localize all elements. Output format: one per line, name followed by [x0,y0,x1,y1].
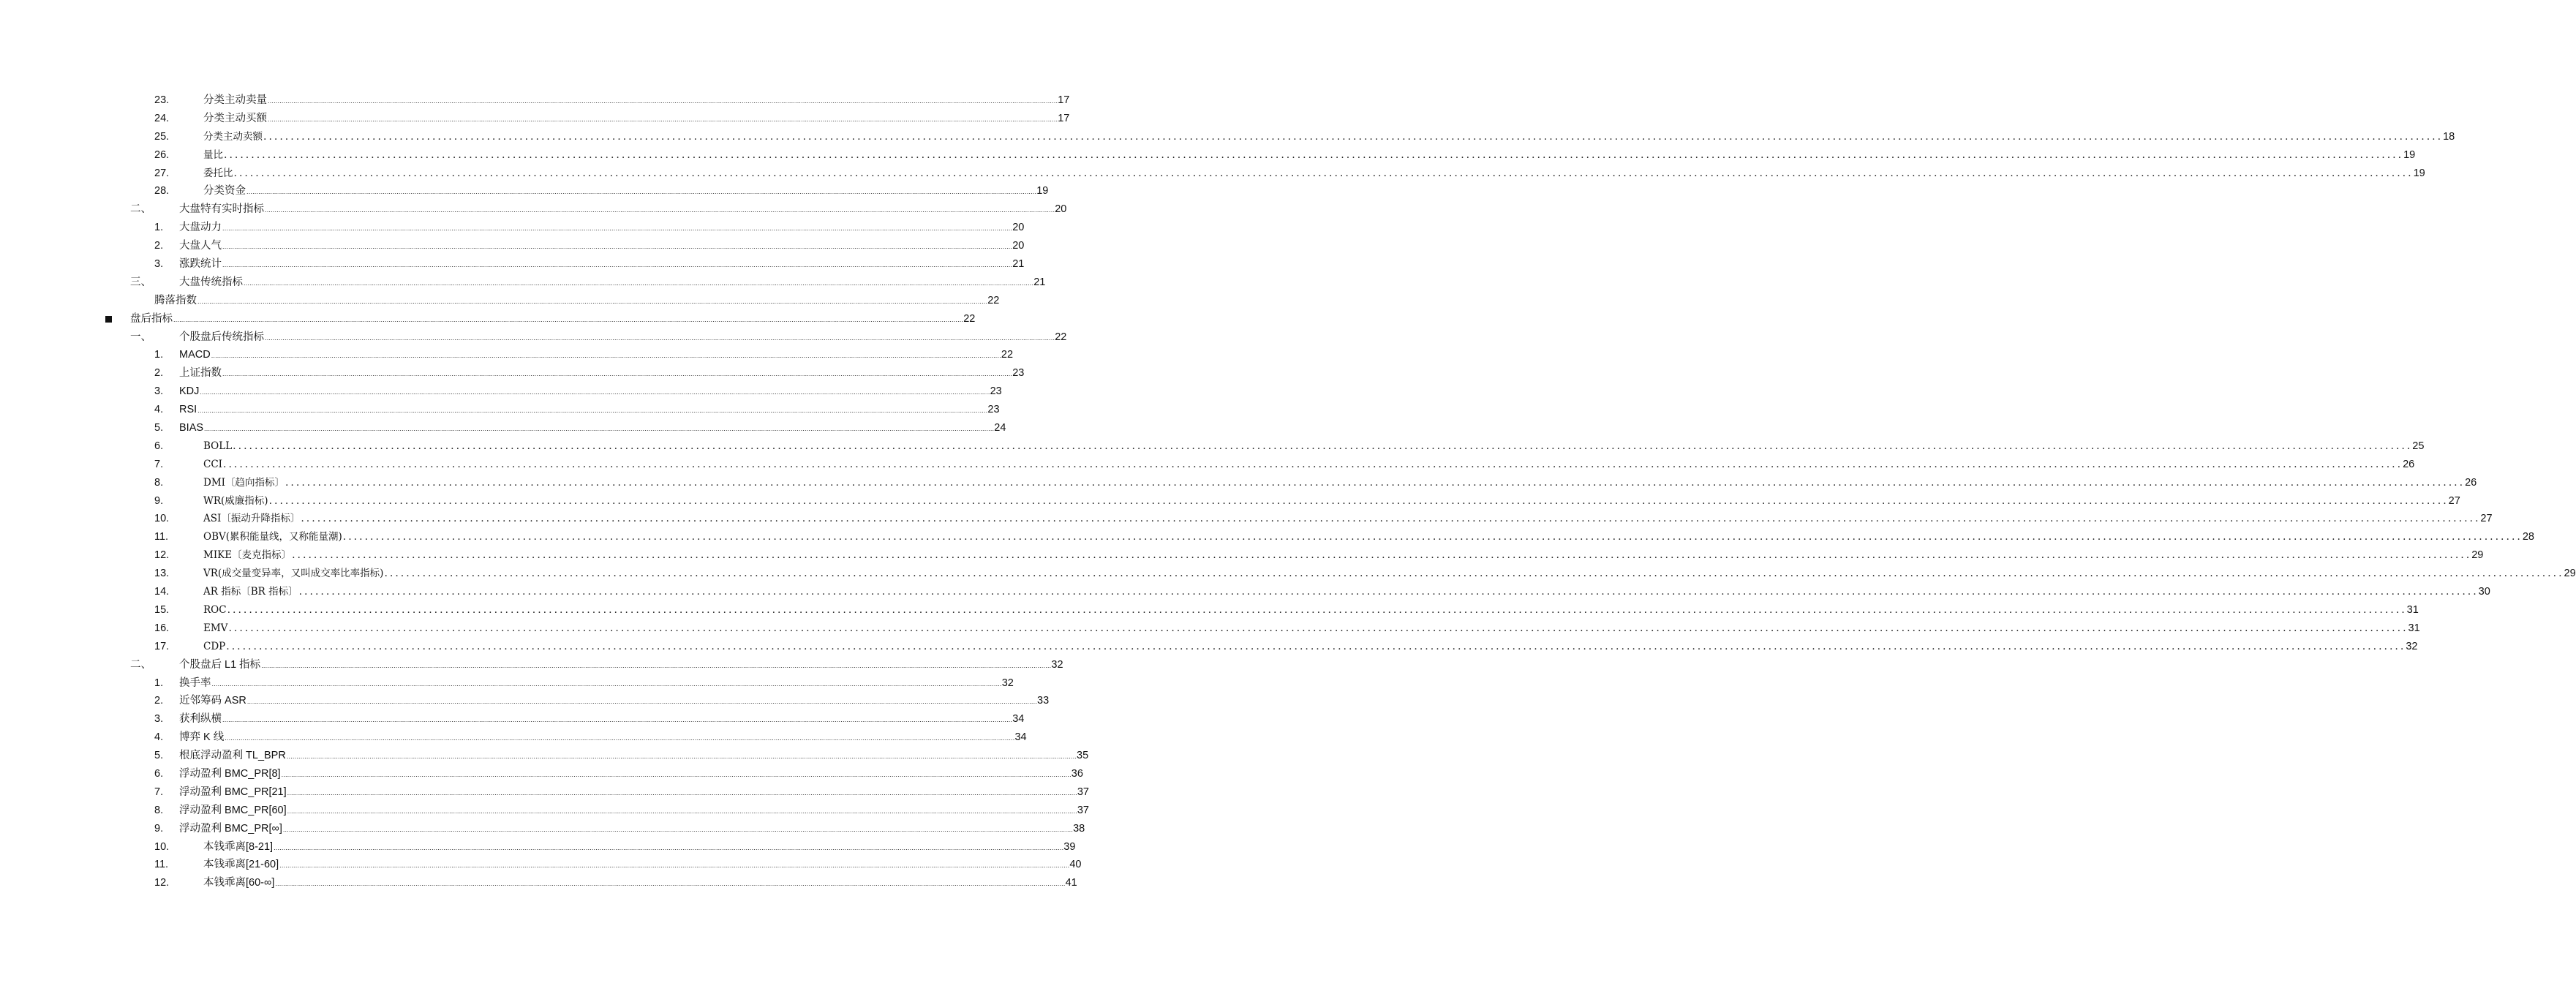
dot-leader: ................................................................................................................................................................................................................................................................................................................................................................................................................ [261,661,1052,669]
toc-entry-number: 二、 [130,658,151,671]
toc-entry-title: 委托比 [203,167,233,179]
toc-entry-title: MIKE〔麦克指标〕 [203,549,292,562]
toc-entry-number: 2. [154,695,164,707]
toc-entry-page-number: 30 [2478,586,2490,598]
toc-entry[interactable] [0,583,2490,601]
dot-leader: ................................................................................................................................................................................................................................................................................................................................................................................................................ [222,716,1013,724]
toc-entry[interactable] [0,619,2420,638]
toc-entry-page-number: 17 [1058,112,1070,124]
toc-entry-page-number: 22 [1055,331,1067,343]
toc-entry[interactable] [0,802,1089,820]
toc-entry-number: 三、 [130,276,151,288]
toc-entry-number: 8. [154,804,164,816]
dot-leader: ................................................................................................................................................................................................................................................................................................................................................................................................................ [287,807,1077,815]
toc-entry[interactable] [0,492,2460,511]
dot-leader: ................................................................................................................................................................................................................................................................................................................................................................................................................ [342,531,2523,543]
toc-entry-page-number: 19 [2403,148,2416,161]
toc-entry-number: 13. [154,568,170,580]
dot-leader: ................................................................................................................................................................................................................................................................................................................................................................................................................ [275,880,1066,888]
dot-leader: ................................................................................................................................................................................................................................................................................................................................................................................................................ [281,770,1072,778]
toc-entry-number: 25. [154,130,170,143]
toc-entry-title: 分类资金 [203,185,246,197]
toc-entry-page-number: 20 [1055,203,1067,216]
dot-leader: ................................................................................................................................................................................................................................................................................................................................................................................................................ [246,188,1037,196]
toc-entry-page-number: 23 [1012,367,1025,380]
toc-entry-title: 大盘人气 [179,240,222,252]
toc-entry-title: 根底浮动盈利 TL_BPR [179,750,286,762]
toc-entry[interactable] [0,91,1070,110]
toc-entry-page-number: 19 [1036,185,1049,197]
toc-entry[interactable] [0,364,1025,383]
toc-entry[interactable] [0,474,2477,492]
toc-entry[interactable] [0,510,2493,528]
toc-entry[interactable] [0,674,1014,693]
dot-leader: ................................................................................................................................................................................................................................................................................................................................................................................................................ [222,370,1013,378]
toc-entry-title: 浮动盈利 BMC_PR[∞] [179,822,282,835]
toc-entry-title: CDP [203,640,226,652]
toc-entry-title: 个股盘后 L1 指标 [179,658,261,671]
toc-entry-page-number: 17 [1058,94,1070,106]
toc-entry-title: 上证指数 [179,367,222,380]
toc-entry-title: 浮动盈利 BMC_PR[60] [179,804,287,816]
toc-entry-number: 10. [154,840,170,853]
dot-leader: ................................................................................................................................................................................................................................................................................................................................................................................................................ [263,130,2444,143]
toc-entry-title: ASI〔振动升降指标〕 [203,513,301,525]
toc-entry-number: 28. [154,185,170,197]
toc-entry[interactable] [0,820,1085,838]
toc-entry[interactable] [0,856,1082,874]
toc-entry-number: 6. [154,440,164,452]
dot-leader: ................................................................................................................................................................................................................................................................................................................................................................................................................ [244,279,1034,287]
toc-entry-number: 1. [154,677,164,689]
toc-entry-page-number: 32 [2406,640,2418,652]
toc-entry-number: 1. [154,349,164,361]
toc-entry[interactable] [0,838,1076,856]
toc-entry-page-number: 34 [1012,713,1025,726]
dot-leader: ................................................................................................................................................................................................................................................................................................................................................................................................................ [228,622,2409,634]
toc-entry-title: 近邻筹码 ASR [179,695,246,707]
toc-entry-page-number: 20 [1012,222,1025,234]
dot-leader: ................................................................................................................................................................................................................................................................................................................................................................................................................ [292,549,2472,562]
toc-entry-page-number: 36 [1071,767,1083,780]
dot-leader: ................................................................................................................................................................................................................................................................................................................................................................................................................ [265,334,1055,342]
toc-entry-page-number: 31 [2406,603,2419,616]
toc-entry[interactable] [0,710,1025,728]
dot-leader: ................................................................................................................................................................................................................................................................................................................................................................................................................ [227,603,2407,616]
dot-leader: ................................................................................................................................................................................................................................................................................................................................................................................................................ [197,297,988,305]
toc-entry-number: 15. [154,603,170,616]
toc-entry-number: 16. [154,622,170,634]
toc-entry-title: RSI [179,404,197,416]
toc-entry[interactable] [0,110,1070,128]
dot-leader: ................................................................................................................................................................................................................................................................................................................................................................................................................ [222,225,1013,233]
toc-entry-page-number: 29 [2564,568,2576,580]
toc-entry[interactable] [0,328,1067,347]
dot-leader: ................................................................................................................................................................................................................................................................................................................................................................................................................ [274,843,1064,851]
toc-entry-number: 26. [154,148,170,161]
toc-entry-number: 8. [154,476,164,489]
toc-entry[interactable] [0,128,2455,146]
toc-entry-number: 24. [154,112,170,124]
toc-entry-page-number: 32 [1001,677,1014,689]
dot-leader: ................................................................................................................................................................................................................................................................................................................................................................................................................ [286,753,1077,761]
toc-entry[interactable] [0,765,1083,783]
toc-entry-title: 腾落指数 [154,294,197,306]
dot-leader: ................................................................................................................................................................................................................................................................................................................................................................................................................ [285,476,2466,489]
dot-leader: ................................................................................................................................................................................................................................................................................................................................................................................................................ [246,698,1038,706]
toc-entry[interactable] [0,565,2576,583]
toc-entry-title: 本钱乖离[21-60] [203,859,279,871]
toc-entry-page-number: 31 [2408,622,2420,634]
toc-entry-title: AR 指标〔BR 指标〕 [203,586,298,598]
toc-entry-title: VR(成交量变异率，又叫成交率比率指标) [203,568,384,580]
toc-entry[interactable] [0,874,1077,892]
toc-entry-number: 23. [154,94,170,106]
toc-entry-page-number: 40 [1069,859,1082,871]
toc-entry-page-number: 27 [2480,513,2493,525]
toc-entry-page-number: 21 [1012,258,1025,271]
toc-entry-page-number: 26 [2403,458,2415,470]
toc-entry[interactable] [0,274,1046,292]
bullet-square-icon [105,316,112,323]
toc-entry-page-number: 32 [1051,658,1063,671]
toc-entry-page-number: 39 [1063,840,1076,853]
toc-entry-number: 3. [154,258,164,271]
toc-entry-title: 大盘传统指标 [179,276,243,288]
toc-entry-title: 分类主动卖额 [203,130,263,143]
dot-leader: ................................................................................................................................................................................................................................................................................................................................................................................................................ [223,458,2403,470]
toc-entry-page-number: 19 [2413,167,2425,179]
toc-entry[interactable] [0,255,1025,274]
dot-leader: ................................................................................................................................................................................................................................................................................................................................................................................................................ [384,568,2564,580]
toc-entry-page-number: 37 [1077,786,1089,798]
toc-entry-number: 4. [154,731,164,744]
toc-entry-number: 9. [154,494,164,507]
toc-entry[interactable] [0,310,976,328]
dot-leader: ................................................................................................................................................................................................................................................................................................................................................................................................................ [225,734,1015,742]
toc-entry-number: 9. [154,822,164,835]
dot-leader: ................................................................................................................................................................................................................................................................................................................................................................................................................ [224,148,2404,161]
toc-entry-title: KDJ [179,385,200,398]
dot-leader: ................................................................................................................................................................................................................................................................................................................................................................................................................ [200,388,990,396]
toc-entry-page-number: 23 [990,385,1002,398]
toc-entry[interactable] [0,219,1025,237]
toc-entry-page-number: 26 [2465,476,2477,489]
toc-entry-number: 5. [154,422,164,434]
toc-entry-title: 本钱乖离[60-∞] [203,877,275,889]
toc-entry-page-number: 22 [963,312,976,325]
toc-entry-title: 个股盘后传统指标 [179,331,264,343]
toc-entry-title: BOLL [203,440,233,452]
dot-leader: ................................................................................................................................................................................................................................................................................................................................................................................................................ [268,115,1058,123]
toc-entry-title: 换手率 [179,677,211,689]
dot-leader: ................................................................................................................................................................................................................................................................................................................................................................................................................ [233,167,2414,179]
toc-entry[interactable] [0,419,1006,437]
toc-entry-page-number: 23 [987,404,1000,416]
toc-entry-number: 11. [154,859,169,871]
toc-entry-title: ROC [203,603,227,616]
toc-entry-page-number: 35 [1077,750,1089,762]
toc-entry-number: 3. [154,713,164,726]
toc-entry-title: 分类主动卖量 [203,94,267,106]
toc-entry-title: 浮动盈利 BMC_PR[8] [179,767,281,780]
toc-entry-page-number: 33 [1037,695,1050,707]
toc-entry[interactable] [0,456,2415,474]
toc-entry-page-number: 25 [2412,440,2425,452]
toc-entry-page-number: 41 [1065,877,1077,889]
dot-leader: ................................................................................................................................................................................................................................................................................................................................................................................................................ [268,494,2449,507]
toc-entry-number: 3. [154,385,164,398]
toc-entry-title: 量比 [203,148,223,161]
dot-leader: ................................................................................................................................................................................................................................................................................................................................................................................................................ [282,825,1074,833]
toc-entry[interactable] [0,528,2534,546]
toc-entry-number: 2. [154,240,164,252]
toc-entry[interactable] [0,146,2416,165]
dot-leader: ................................................................................................................................................................................................................................................................................................................................................................................................................ [265,206,1055,214]
toc-entry-page-number: 24 [994,422,1006,434]
table-of-contents [0,91,2576,892]
toc-entry[interactable] [0,182,1049,200]
toc-entry-number: 2. [154,367,164,380]
dot-leader: ................................................................................................................................................................................................................................................................................................................................................................................................................ [279,862,1070,870]
toc-entry-number: 1. [154,222,164,234]
toc-entry-page-number: 18 [2443,130,2455,143]
toc-entry-number: 6. [154,767,164,780]
toc-entry-number: 12. [154,877,170,889]
toc-entry[interactable] [0,656,1063,674]
toc-entry[interactable] [0,692,1050,710]
toc-entry-page-number: 27 [2448,494,2460,507]
toc-entry-title: WR(威廉指标) [203,494,268,507]
toc-entry-number: 一、 [130,331,151,343]
toc-entry-number: 27. [154,167,170,179]
toc-entry[interactable] [0,728,1027,747]
toc-entry-title: MACD [179,349,211,361]
toc-entry[interactable] [0,346,1014,364]
toc-entry-page-number: 20 [1012,240,1025,252]
toc-entry-number: 17. [154,640,170,652]
toc-entry-number: 二、 [130,203,151,216]
dot-leader: ................................................................................................................................................................................................................................................................................................................................................................................................................ [173,315,964,323]
toc-entry-title: 本钱乖离[8-21] [203,840,274,853]
toc-entry[interactable] [0,401,1000,419]
toc-entry[interactable] [0,638,2418,656]
toc-entry-number: 7. [154,786,164,798]
toc-entry-number: 14. [154,586,170,598]
toc-entry-number: 4. [154,404,164,416]
toc-entry-page-number: 29 [2471,549,2484,562]
toc-entry[interactable] [0,237,1025,255]
toc-entry[interactable] [0,292,1000,310]
dot-leader: ................................................................................................................................................................................................................................................................................................................................................................................................................ [268,97,1058,105]
toc-entry-page-number: 37 [1077,804,1089,816]
toc-entry-page-number: 28 [2522,531,2534,543]
toc-entry[interactable] [0,546,2484,565]
dot-leader: ................................................................................................................................................................................................................................................................................................................................................................................................................ [222,261,1013,269]
toc-entry-title: BIAS [179,422,204,434]
toc-entry-number: 7. [154,458,164,470]
toc-entry[interactable] [0,437,2425,456]
dot-leader: ................................................................................................................................................................................................................................................................................................................................................................................................................ [298,586,2479,598]
dot-leader: ................................................................................................................................................................................................................................................................................................................................................................................................................ [197,407,988,415]
dot-leader: ................................................................................................................................................................................................................................................................................................................................................................................................................ [226,640,2406,652]
toc-entry[interactable] [0,783,1089,802]
dot-leader: ................................................................................................................................................................................................................................................................................................................................................................................................................ [233,440,2413,452]
toc-entry-number: 11. [154,531,169,543]
toc-entry[interactable] [0,747,1089,765]
toc-entry-title: 浮动盈利 BMC_PR[21] [179,786,287,798]
dot-leader: ................................................................................................................................................................................................................................................................................................................................................................................................................ [222,243,1013,251]
toc-entry[interactable] [0,200,1067,219]
toc-entry-title: DMI〔趋向指标〕 [203,476,285,489]
toc-entry-title: OBV(累积能量线，又称能量潮) [203,531,342,543]
toc-entry-number: 10. [154,513,170,525]
toc-entry-page-number: 34 [1014,731,1027,744]
toc-entry-page-number: 38 [1073,822,1085,835]
toc-entry-page-number: 22 [1001,349,1014,361]
toc-entry-title: EMV [203,622,228,634]
dot-leader: ................................................................................................................................................................................................................................................................................................................................................................................................................ [211,352,1001,360]
dot-leader: ................................................................................................................................................................................................................................................................................................................................................................................................................ [301,513,2481,525]
toc-entry-title: 大盘特有实时指标 [179,203,264,216]
toc-entry-title: 盘后指标 [130,312,173,325]
dot-leader: ................................................................................................................................................................................................................................................................................................................................................................................................................ [287,788,1077,796]
toc-entry[interactable] [0,165,2425,183]
toc-entry-title: CCI [203,458,222,470]
toc-entry[interactable] [0,383,1002,401]
toc-entry-title: 分类主动买额 [203,112,267,124]
toc-entry-number: 12. [154,549,170,562]
dot-leader: ................................................................................................................................................................................................................................................................................................................................................................................................................ [211,679,1002,688]
toc-entry-page-number: 22 [987,294,1000,306]
toc-entry-page-number: 21 [1033,276,1046,288]
dot-leader: ................................................................................................................................................................................................................................................................................................................................................................................................................ [204,425,995,433]
toc-entry[interactable] [0,601,2419,619]
toc-entry-title: 获利纵横 [179,713,222,726]
toc-entry-title: 大盘动力 [179,222,222,234]
toc-entry-title: 涨跌统计 [179,258,222,271]
toc-entry-title: 博弈 K 线 [179,731,225,744]
toc-entry-number: 5. [154,750,164,762]
